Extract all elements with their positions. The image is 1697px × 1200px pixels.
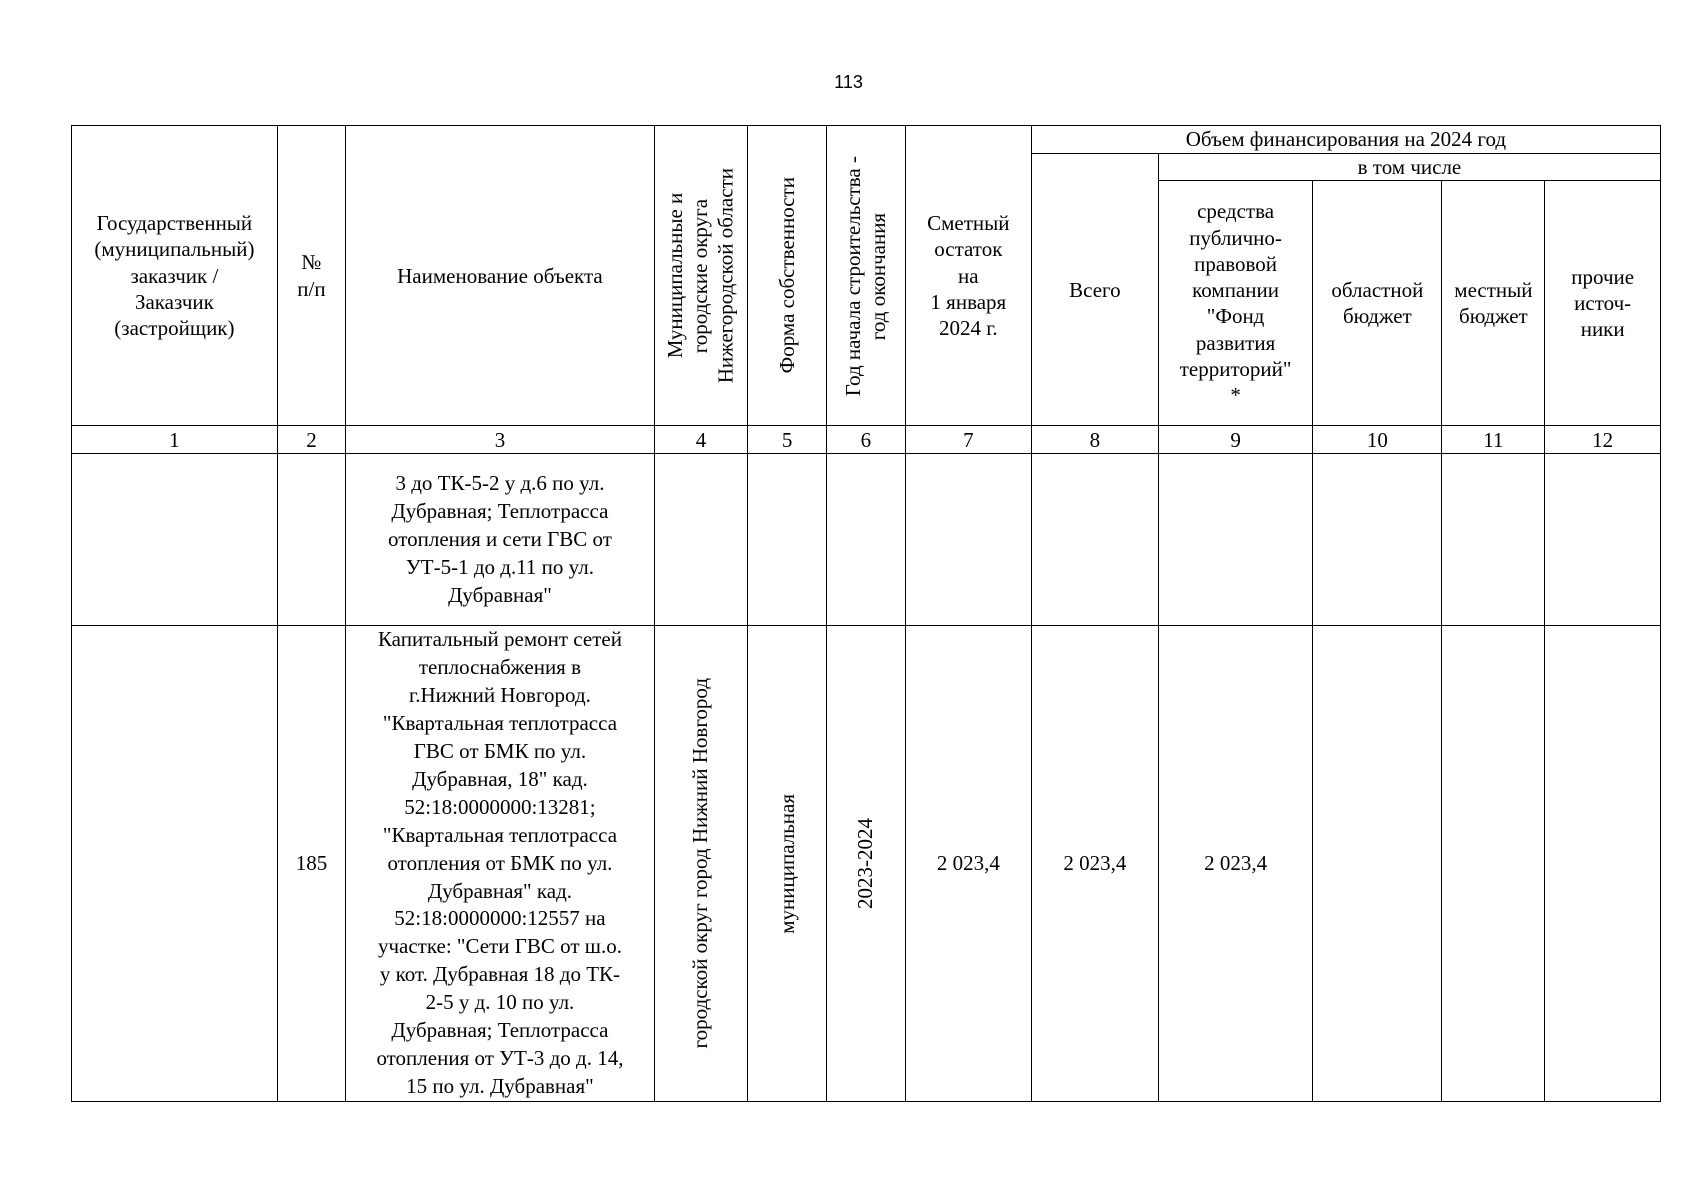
header-num-label: № п/п [297,250,326,301]
cell-customer [72,454,278,626]
header-years-label: Год начала строительства - год окончания [840,155,890,396]
column-number: 1 [72,426,278,454]
cell-object-name [346,626,655,1102]
header-num [277,126,345,426]
header-including-label: в том числе [1357,155,1462,179]
cell-total [1031,454,1158,626]
header-years [827,126,906,426]
header-municipalities-label: Муниципальные и городские округа Нижегородской области [663,167,738,384]
header-ownership-label: Форма собственности [774,177,799,374]
column-number: 12 [1545,426,1661,454]
header-estimate-balance-label: Сметный остаток на 1 января 2024 г. [927,211,1010,340]
column-number: 2 [277,426,345,454]
column-number: 4 [654,426,747,454]
column-number: 11 [1442,426,1545,454]
table-row [72,454,1661,626]
cell-num [277,454,345,626]
cell-other [1545,626,1661,1102]
cell-customer [72,626,278,1102]
header-regional-label: областной бюджет [1331,278,1424,329]
header-object-name [346,126,655,426]
cell-total: 2 023,4 [1031,626,1158,1102]
column-number: 5 [748,426,827,454]
cell-regional [1313,626,1442,1102]
column-number: 7 [905,426,1031,454]
header-regional [1313,181,1442,426]
page-number: 113 [834,72,863,92]
header-total-label: Всего [1069,277,1121,302]
header-fund [1158,181,1312,426]
cell-estimate [905,454,1031,626]
cell-local [1442,626,1545,1102]
financing-table [71,125,1661,1102]
header-other-label: прочие источ- ники [1571,264,1635,342]
header-local [1442,181,1545,426]
table-row [72,626,1661,1102]
column-number-row [72,426,1661,454]
header-municipalities [654,126,747,426]
object-name-text: Капитальный ремонт сетей теплоснабжения в г.Нижний Новгород. "Квартальная теплотрасса ГВС от БМК по ул. Дубравная, 18" кад. 52:18:0000000:13281; "Квартальная теплотрасса отопления от БМК по ул. Дубравная" кад. 52:18:0000000:12557 на участке: "Сети ГВС от ш.о. у кот. Дубравная 18 до ТК- 2-5 у д. 10 по ул. Дубравная; Теплотрасса отопления от УТ-3 до д. 14, 15 по ул. Дубравная" [376,627,624,1098]
cell-years [827,626,906,1102]
header-other [1545,181,1661,426]
cell-num: 185 [277,626,345,1102]
cell-estimate: 2 023,4 [905,626,1031,1102]
ownership-text: муниципальная [774,793,799,934]
cell-fund: 2 023,4 [1158,626,1312,1102]
municipality-text: городской округ город Нижний Новгород [688,678,713,1049]
header-estimate-balance [905,126,1031,426]
cell-regional [1313,454,1442,626]
cell-years [827,454,906,626]
header-including [1158,154,1660,181]
column-number: 9 [1158,426,1312,454]
cell-ownership [748,454,827,626]
header-funding-volume-label: Объем финансирования на 2024 год [1185,127,1507,152]
cell-other [1545,454,1661,626]
cell-municipality [654,454,747,626]
cell-municipality [654,626,747,1102]
header-funding-volume [1031,126,1660,154]
header-customer [72,126,278,426]
column-number: 8 [1031,426,1158,454]
column-number: 10 [1313,426,1442,454]
cell-local [1442,454,1545,626]
header-customer-label: Государственный (муниципальный) заказчик / Заказчик (застройщик) [94,211,255,340]
cell-object-name [346,454,655,626]
column-number: 3 [346,426,655,454]
cell-ownership [748,626,827,1102]
cell-fund [1158,454,1312,626]
header-ownership [748,126,827,426]
header-row-funding [72,126,1661,154]
header-local-label: местный бюджет [1454,278,1533,329]
header-object-name-label: Наименование объекта [397,263,603,288]
header-fund-label: средства публично- правовой компании "Фонд развития территорий" * [1179,199,1292,407]
years-text: 2023-2024 [853,818,878,910]
header-total [1031,154,1158,426]
object-name-text: 3 до ТК-5-2 у д.6 по ул. Дубравная; Теплотрасса отопления и сети ГВС от УТ-5-1 до д.11 по ул. Дубравная" [388,470,612,607]
column-number: 6 [827,426,906,454]
